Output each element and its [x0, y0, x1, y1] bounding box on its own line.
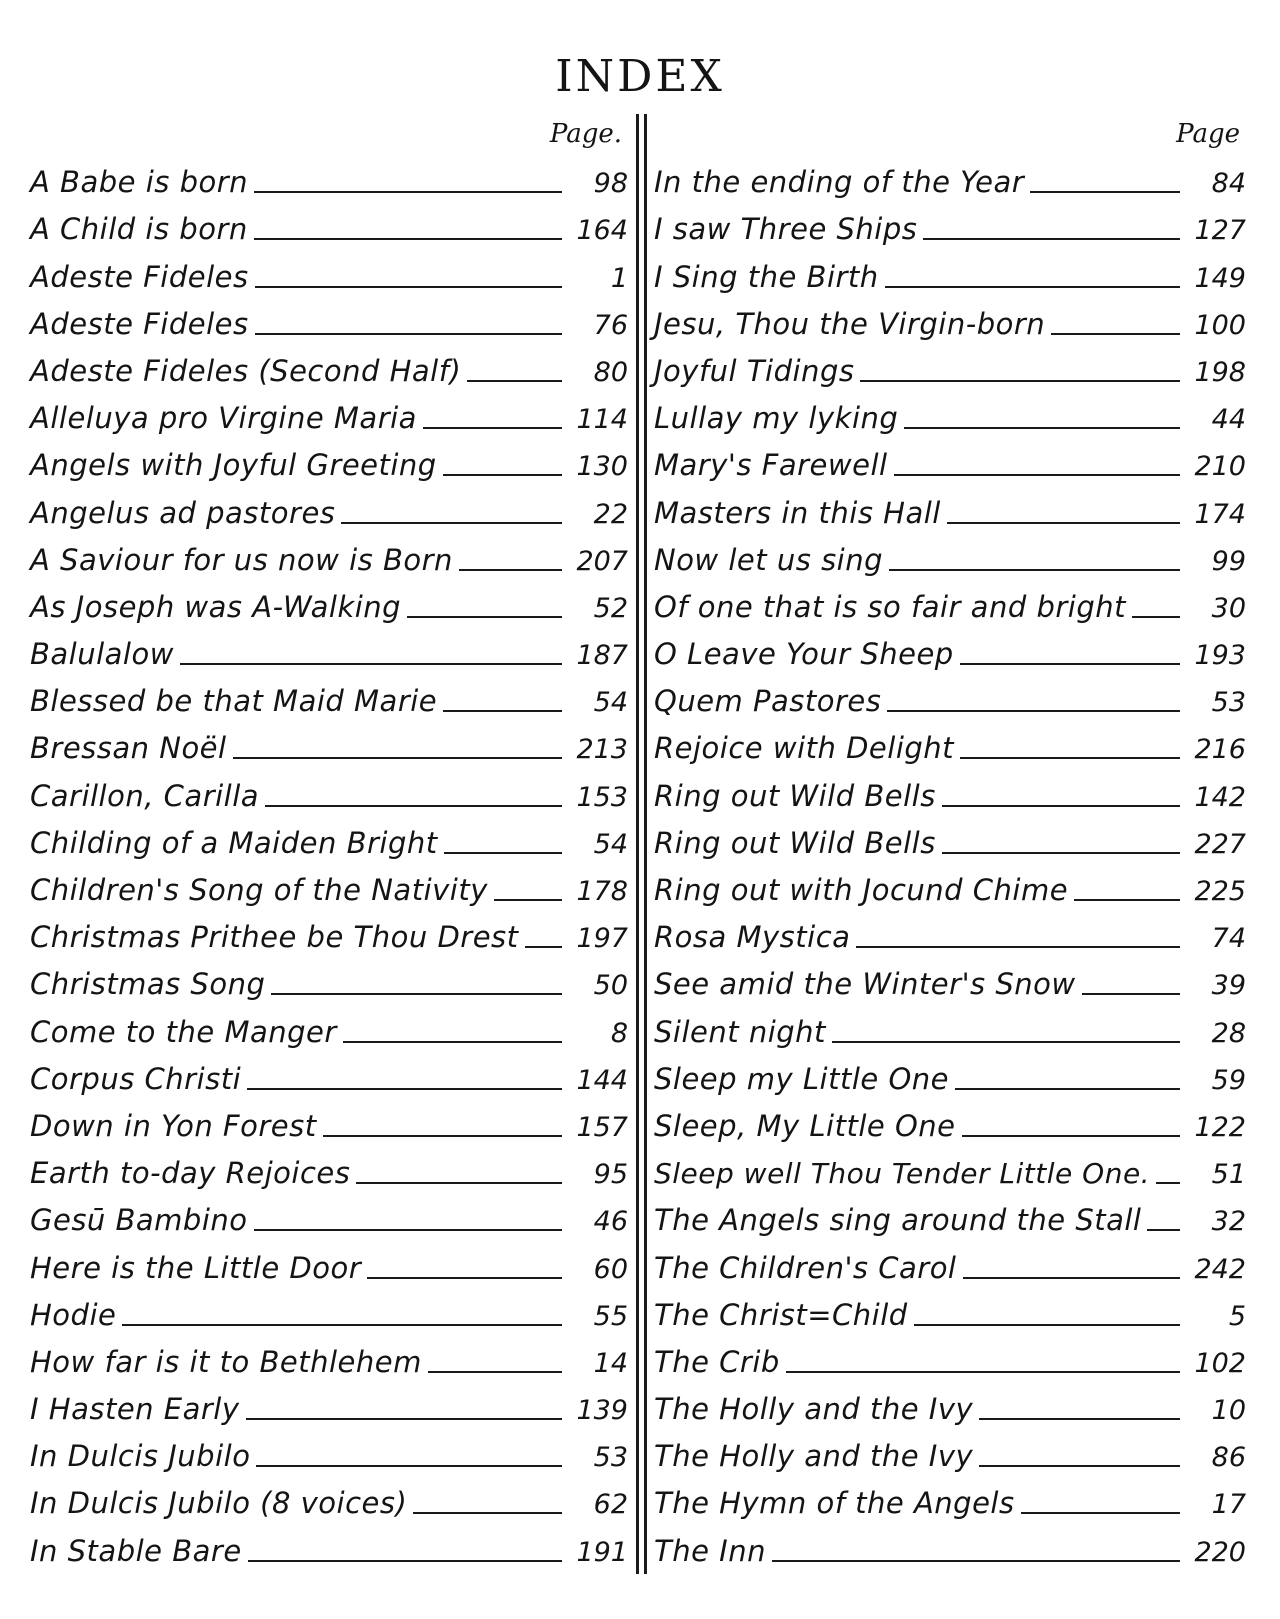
entry-title: In Dulcis Jubilo (8 voices) — [30, 1486, 408, 1521]
entry-leader-line — [525, 946, 562, 948]
entry-leader-line — [772, 1560, 1180, 1562]
index-entry — [30, 1289, 628, 1336]
entry-title: In Stable Bare — [30, 1533, 242, 1568]
entry-leader-line — [443, 710, 562, 712]
entry-title: Sleep well Thou Tender Little One. — [654, 1157, 1151, 1191]
entry-title: Bressan Noël — [30, 731, 227, 766]
entry-leader-line — [246, 1418, 562, 1420]
entry-title: Down in Yon Forest — [30, 1108, 317, 1143]
entry-title: The Holly and the Ivy — [654, 1439, 974, 1474]
index-list-right — [654, 156, 1246, 1572]
entry-page-number: 32 — [1211, 1206, 1246, 1238]
entry-leader-line — [265, 805, 562, 807]
index-entry — [30, 1477, 628, 1524]
index-entry — [654, 1430, 1246, 1477]
index-entry — [654, 817, 1246, 864]
entry-leader-line — [979, 1418, 1180, 1420]
entry-title: Lullay my lyking — [654, 401, 899, 436]
entry-title: Sleep my Little One — [654, 1061, 950, 1096]
entry-page-number: 114 — [576, 404, 628, 436]
entry-page-number: 99 — [1211, 545, 1246, 577]
entry-leader-line — [963, 1277, 1181, 1279]
index-entry — [654, 958, 1246, 1005]
index-entry — [654, 1194, 1246, 1241]
entry-title: Corpus Christi — [30, 1061, 242, 1096]
entry-leader-line — [467, 380, 562, 382]
index-entry — [654, 250, 1246, 297]
index-entry — [654, 628, 1246, 675]
entry-leader-line — [248, 1560, 562, 1562]
index-column-right — [654, 112, 1246, 1572]
entry-title: A Child is born — [30, 212, 248, 247]
entry-leader-line — [254, 238, 562, 240]
entry-title: I saw Three Ships — [654, 212, 918, 247]
index-entry — [654, 911, 1246, 958]
entry-leader-line — [343, 1041, 562, 1043]
entry-title: I Hasten Early — [30, 1392, 240, 1427]
entry-page-number: 80 — [593, 356, 628, 388]
entry-title: A Saviour for us now is Born — [30, 542, 453, 577]
entry-title: Children's Song of the Nativity — [30, 873, 488, 907]
entry-page-number: 100 — [1194, 309, 1246, 341]
index-entry — [30, 1194, 628, 1241]
index-entry — [654, 1053, 1246, 1100]
index-entry — [654, 392, 1246, 439]
entry-page-number: 242 — [1194, 1253, 1246, 1285]
entry-page-number: 122 — [1194, 1111, 1246, 1143]
entry-leader-line — [889, 569, 1180, 571]
entry-title: Quem Pastores — [654, 684, 882, 719]
entry-page-number: 210 — [1194, 451, 1246, 483]
entry-page-number: 1 — [610, 262, 628, 294]
entry-page-number: 8 — [610, 1017, 628, 1049]
entry-title: Christmas Song — [30, 967, 266, 1002]
page-title: INDEX — [555, 51, 725, 103]
entry-page-number: 46 — [593, 1206, 628, 1238]
entry-title: How far is it to Bethlehem — [30, 1344, 422, 1379]
index-entry — [30, 864, 628, 911]
index-entry — [654, 1005, 1246, 1052]
entry-leader-line — [962, 1135, 1180, 1137]
entry-title: The Angels sing around the Stall — [654, 1203, 1142, 1238]
entry-page-number: 54 — [593, 687, 628, 719]
entry-leader-line — [960, 757, 1180, 759]
entry-title: Earth to-day Rejoices — [30, 1156, 351, 1191]
entry-title: The Crib — [654, 1344, 780, 1379]
entry-page-number: 84 — [1211, 168, 1246, 200]
entry-leader-line — [1021, 1512, 1180, 1514]
entry-leader-line — [423, 427, 562, 429]
entry-page-number: 216 — [1194, 734, 1246, 766]
entry-title: The Christ=Child — [654, 1297, 908, 1332]
index-entry — [30, 911, 628, 958]
entry-page-number: 76 — [593, 309, 628, 341]
entry-page-number: 53 — [1211, 687, 1246, 719]
entry-title: Come to the Manger — [30, 1014, 337, 1049]
entry-leader-line — [233, 757, 562, 759]
index-entry — [654, 581, 1246, 628]
entry-title: Silent night — [654, 1014, 826, 1049]
entry-page-number: 5 — [1228, 1300, 1246, 1332]
entry-page-number: 227 — [1194, 828, 1246, 860]
entry-page-number: 53 — [593, 1442, 628, 1474]
entry-leader-line — [885, 286, 1180, 288]
entry-page-number: 55 — [593, 1300, 628, 1332]
index-entry — [30, 486, 628, 533]
entry-leader-line — [786, 1371, 1180, 1373]
index-entry — [30, 1100, 628, 1147]
entry-title: Hodie — [30, 1297, 117, 1332]
entry-page-number: 98 — [593, 168, 628, 200]
index-entry — [30, 722, 628, 769]
entry-leader-line — [247, 1088, 562, 1090]
index-entry — [30, 769, 628, 816]
entry-title: Angels with Joyful Greeting — [30, 448, 437, 483]
entry-title: Joyful Tidings — [654, 353, 855, 388]
index-entry — [654, 722, 1246, 769]
column-divider-right-rule — [644, 114, 647, 1574]
page-column-header: Page — [1176, 119, 1240, 149]
index-entry — [654, 1289, 1246, 1336]
entry-page-number: 153 — [576, 781, 628, 813]
entry-page-number: 74 — [1211, 923, 1246, 955]
entry-title: Childing of a Maiden Bright — [30, 825, 438, 860]
entry-page-number: 22 — [593, 498, 628, 530]
index-entry — [654, 203, 1246, 250]
index-entry — [654, 486, 1246, 533]
entry-leader-line — [979, 1465, 1180, 1467]
entry-title: Ring out Wild Bells — [654, 825, 936, 860]
entry-leader-line — [356, 1182, 562, 1184]
index-entry — [30, 156, 628, 203]
index-entry — [30, 817, 628, 864]
entry-page-number: 10 — [1211, 1395, 1246, 1427]
index-entry — [654, 864, 1246, 911]
index-entry — [654, 534, 1246, 581]
entry-title: Ring out with Jocund Chime — [654, 873, 1069, 907]
entry-page-number: 130 — [576, 451, 628, 483]
index-entry — [30, 1383, 628, 1430]
entry-page-number: 86 — [1211, 1442, 1246, 1474]
entry-page-number: 207 — [576, 545, 628, 577]
entry-leader-line — [271, 993, 562, 995]
entry-leader-line — [832, 1041, 1180, 1043]
index-entry — [30, 1005, 628, 1052]
index-entry — [30, 1336, 628, 1383]
entry-title: The Hymn of the Angels — [654, 1486, 1015, 1521]
entry-leader-line — [254, 1229, 562, 1231]
index-list-left — [30, 156, 628, 1572]
entry-title: Alleluya pro Virgine Maria — [30, 401, 417, 436]
entry-title: Adeste Fideles — [30, 259, 249, 294]
entry-title: Of one that is so fair and bright — [654, 589, 1127, 624]
entry-leader-line — [255, 333, 562, 335]
entry-title: A Babe is born — [30, 165, 249, 200]
index-entry — [654, 769, 1246, 816]
entry-leader-line — [923, 238, 1180, 240]
entry-title: I Sing the Birth — [654, 259, 879, 294]
index-entry — [654, 1383, 1246, 1430]
index-entry — [30, 675, 628, 722]
entry-leader-line — [494, 899, 562, 901]
entry-leader-line — [323, 1135, 562, 1137]
index-entry — [30, 1053, 628, 1100]
entry-title: Balulalow — [30, 637, 174, 672]
entry-leader-line — [942, 805, 1180, 807]
entry-page-number: 144 — [576, 1064, 628, 1096]
entry-leader-line — [1132, 616, 1180, 618]
entry-page-number: 164 — [576, 215, 628, 247]
entry-leader-line — [255, 286, 562, 288]
entry-leader-line — [459, 569, 562, 571]
entry-title: Rosa Mystica — [654, 920, 851, 955]
index-entry — [30, 1524, 628, 1571]
entry-page-number: 51 — [1211, 1159, 1246, 1191]
index-entry — [654, 1100, 1246, 1147]
index-entry — [654, 1524, 1246, 1571]
entry-leader-line — [254, 191, 562, 193]
entry-page-number: 213 — [576, 734, 628, 766]
entry-page-number: 178 — [576, 876, 628, 907]
entry-page-number: 127 — [1194, 215, 1246, 247]
index-entry — [30, 1147, 628, 1194]
entry-title: Here is the Little Door — [30, 1250, 362, 1285]
entry-title: Rejoice with Delight — [654, 731, 955, 766]
entry-page-number: 30 — [1211, 592, 1246, 624]
entry-title: The Inn — [654, 1533, 766, 1568]
entry-leader-line — [942, 852, 1180, 854]
entry-title: The Children's Carol — [654, 1250, 957, 1285]
index-entry — [654, 1477, 1246, 1524]
entry-leader-line — [413, 1512, 562, 1514]
entry-page-number: 139 — [576, 1395, 628, 1427]
entry-title: Gesū Bambino — [30, 1203, 248, 1238]
entry-title: Christmas Prithee be Thou Drest — [30, 920, 519, 955]
entry-leader-line — [122, 1324, 562, 1326]
column-divider-left-rule — [636, 114, 639, 1574]
entry-leader-line — [887, 710, 1180, 712]
entry-page-number: 59 — [1211, 1064, 1246, 1096]
entry-title: In Dulcis Jubilo — [30, 1439, 251, 1474]
entry-title: Adeste Fideles — [30, 306, 249, 341]
entry-leader-line — [1156, 1182, 1180, 1184]
index-entry — [654, 345, 1246, 392]
entry-page-number: 44 — [1211, 404, 1246, 436]
entry-page-number: 198 — [1194, 356, 1246, 388]
entry-leader-line — [256, 1465, 562, 1467]
index-column-left — [30, 112, 628, 1572]
index-entry — [654, 298, 1246, 345]
entry-leader-line — [428, 1371, 562, 1373]
index-entry — [30, 958, 628, 1005]
entry-leader-line — [960, 663, 1180, 665]
entry-title: Blessed be that Maid Marie — [30, 684, 438, 719]
entry-page-number: 142 — [1194, 781, 1246, 813]
entry-page-number: 102 — [1194, 1347, 1246, 1379]
entry-leader-line — [856, 946, 1180, 948]
entry-leader-line — [904, 427, 1180, 429]
entry-page-number: 28 — [1211, 1017, 1246, 1049]
index-entry — [30, 392, 628, 439]
entry-leader-line — [443, 474, 562, 476]
entry-page-number: 225 — [1194, 876, 1246, 907]
entry-title: Sleep, My Little One — [654, 1108, 956, 1143]
entry-title: O Leave Your Sheep — [654, 637, 954, 672]
index-entry — [654, 675, 1246, 722]
entry-page-number: 157 — [576, 1111, 628, 1143]
index-entry — [654, 156, 1246, 203]
entry-leader-line — [1030, 191, 1180, 193]
entry-page-number: 191 — [576, 1536, 628, 1568]
entry-leader-line — [914, 1324, 1180, 1326]
entry-leader-line — [894, 474, 1180, 476]
entry-title: See amid the Winter's Snow — [654, 967, 1076, 1002]
entry-page-number: 54 — [593, 828, 628, 860]
index-entry — [30, 628, 628, 675]
entry-title: Adeste Fideles (Second Half) — [30, 353, 462, 388]
entry-title: Carillon, Carilla — [30, 778, 260, 813]
entry-page-number: 174 — [1194, 498, 1246, 530]
entry-page-number: 39 — [1211, 970, 1246, 1002]
index-entry — [30, 250, 628, 297]
entry-leader-line — [1082, 993, 1180, 995]
page-column-header: Page. — [549, 119, 622, 149]
index-entry — [30, 345, 628, 392]
entry-page-number: 220 — [1194, 1536, 1246, 1568]
entry-page-number: 60 — [593, 1253, 628, 1285]
entry-title: In the ending of the Year — [654, 165, 1025, 200]
index-entry — [654, 1147, 1246, 1194]
entry-leader-line — [180, 663, 562, 665]
index-entry — [30, 298, 628, 345]
entry-page-number: 14 — [593, 1347, 628, 1379]
entry-page-number: 193 — [1194, 640, 1246, 672]
entry-leader-line — [1147, 1229, 1180, 1231]
entry-leader-line — [1051, 333, 1180, 335]
entry-title: Now let us sing — [654, 542, 884, 577]
index-entry — [654, 439, 1246, 486]
index-entry — [30, 1241, 628, 1288]
entry-leader-line — [947, 522, 1180, 524]
entry-page-number: 197 — [576, 923, 628, 955]
entry-leader-line — [407, 616, 562, 618]
index-entry — [30, 1430, 628, 1477]
entry-title: Jesu, Thou the Virgin-born — [654, 306, 1046, 341]
entry-page-number: 95 — [593, 1159, 628, 1191]
entry-title: Angelus ad pastores — [30, 495, 336, 530]
entry-title: The Holly and the Ivy — [654, 1392, 974, 1427]
index-entry — [30, 203, 628, 250]
entry-leader-line — [860, 380, 1180, 382]
entry-leader-line — [955, 1088, 1180, 1090]
entry-leader-line — [444, 852, 562, 854]
entry-title: Ring out Wild Bells — [654, 778, 936, 813]
entry-page-number: 50 — [593, 970, 628, 1002]
index-entry — [30, 581, 628, 628]
entry-page-number: 187 — [576, 640, 628, 672]
entry-page-number: 52 — [593, 592, 628, 624]
entry-leader-line — [341, 522, 562, 524]
index-entry — [654, 1241, 1246, 1288]
entry-page-number: 17 — [1211, 1489, 1246, 1521]
entry-leader-line — [367, 1277, 562, 1279]
entry-page-number: 149 — [1194, 262, 1246, 294]
index-entry — [30, 439, 628, 486]
entry-title: As Joseph was A-Walking — [30, 589, 402, 624]
entry-title: Mary's Farewell — [654, 448, 888, 483]
index-entry — [654, 1336, 1246, 1383]
entry-leader-line — [1074, 899, 1180, 901]
entry-title: Masters in this Hall — [654, 495, 941, 530]
index-entry — [30, 534, 628, 581]
entry-page-number: 62 — [593, 1489, 628, 1521]
